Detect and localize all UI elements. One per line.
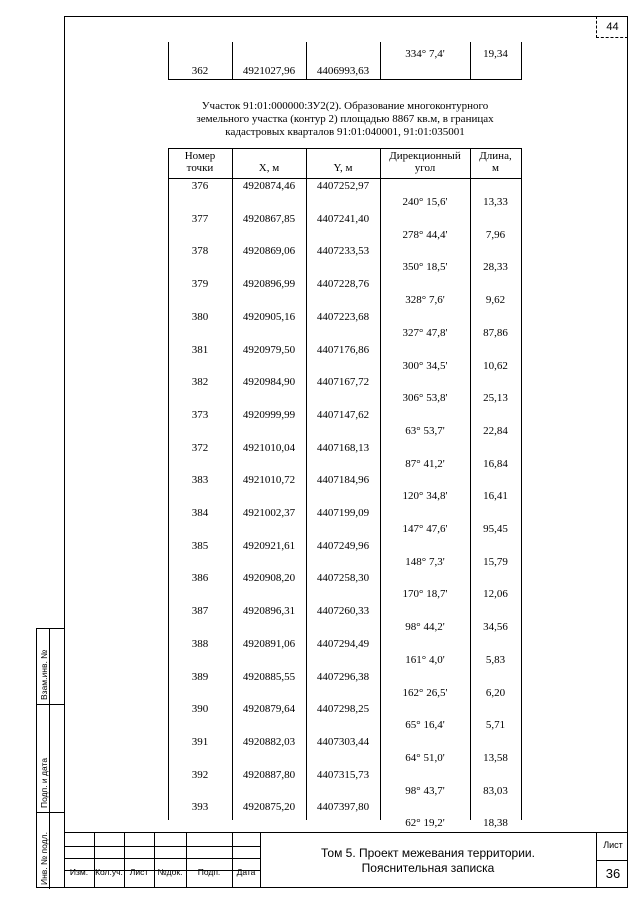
segment-length: 15,79 bbox=[483, 555, 508, 568]
point-x: 4920979,50 bbox=[242, 343, 296, 356]
segment-length: 9,62 bbox=[485, 294, 506, 307]
point-num: 392 bbox=[191, 768, 209, 781]
segment-length: 95,45 bbox=[483, 523, 508, 535]
point-num: 383 bbox=[191, 474, 209, 487]
stamp-label-kol: Кол.уч. bbox=[95, 867, 123, 877]
stamp-label-date: Дата bbox=[236, 867, 256, 877]
point-num: 382 bbox=[191, 376, 209, 389]
segment-length: 16,84 bbox=[483, 457, 508, 470]
point-y: 4407260,33 bbox=[316, 605, 370, 618]
stamp-label-podp: Подп. bbox=[197, 867, 221, 877]
point-num: 390 bbox=[191, 703, 209, 716]
stamp-label-ndok: №док. bbox=[157, 867, 183, 877]
title-line-3: кадастровых кварталов 91:01:040001, 91:01:035001 bbox=[225, 126, 465, 138]
point-x: 4920921,61 bbox=[242, 539, 296, 552]
top-point-y: 4406993,63 bbox=[316, 65, 370, 77]
point-y: 4407298,25 bbox=[316, 703, 370, 716]
segment-angle: 306° 53,8' bbox=[402, 392, 448, 405]
point-num: 393 bbox=[191, 801, 209, 814]
segment-length: 18,38 bbox=[483, 817, 508, 830]
side-cell-podp bbox=[37, 705, 64, 813]
point-y: 4407223,68 bbox=[316, 310, 370, 323]
segment-angle: 87° 41,2' bbox=[405, 457, 445, 470]
segment-length: 25,13 bbox=[483, 392, 508, 405]
point-y: 4407241,40 bbox=[316, 212, 370, 225]
side-label-vzam: Взам.инв. № bbox=[39, 649, 49, 700]
point-y: 4407294,49 bbox=[316, 637, 370, 650]
title-line-2: земельного участка (контур 2) площадью 8867 кв.м, в границах bbox=[196, 113, 494, 125]
segment-length: 22,84 bbox=[483, 424, 508, 437]
stamp-title bbox=[300, 846, 556, 876]
point-x: 4921002,37 bbox=[242, 507, 296, 519]
point-x: 4921010,72 bbox=[242, 474, 296, 487]
top-table bbox=[168, 42, 522, 80]
stamp-sheet-number: 36 bbox=[605, 866, 621, 881]
point-x: 4920896,99 bbox=[242, 278, 296, 291]
segment-angle: 350° 18,5' bbox=[402, 261, 448, 274]
point-x: 4921010,04 bbox=[242, 441, 296, 454]
point-x: 4920905,16 bbox=[242, 310, 296, 323]
segment-angle: 161° 4,0' bbox=[405, 653, 445, 666]
point-x: 4920984,90 bbox=[242, 376, 296, 389]
point-num: 384 bbox=[191, 507, 209, 519]
point-x: 4920908,20 bbox=[242, 572, 296, 585]
point-y: 4407315,73 bbox=[316, 768, 370, 781]
point-x: 4920874,46 bbox=[242, 180, 296, 192]
stamp-label-izm: Изм. bbox=[69, 867, 89, 877]
point-x: 4920887,80 bbox=[242, 768, 296, 781]
point-x: 4920896,31 bbox=[242, 605, 296, 618]
top-point-num: 362 bbox=[191, 65, 209, 77]
segment-length: 12,06 bbox=[483, 588, 508, 601]
point-y: 4407397,80 bbox=[316, 801, 370, 814]
segment-length: 10,62 bbox=[483, 359, 508, 372]
point-num: 372 bbox=[191, 441, 209, 454]
point-num: 388 bbox=[191, 637, 209, 650]
segment-angle: 170° 18,7' bbox=[402, 588, 448, 601]
point-y: 4407233,53 bbox=[316, 245, 370, 258]
point-y: 4407258,30 bbox=[316, 572, 370, 585]
point-y: 4407147,62 bbox=[316, 408, 370, 421]
segment-angle: 240° 15,6' bbox=[402, 196, 448, 208]
side-label-podp: Подп. и дата bbox=[39, 757, 49, 808]
segment-angle: 148° 7,3' bbox=[405, 555, 445, 568]
segment-length: 6,20 bbox=[485, 686, 506, 699]
title-line-1: Участок 91:01:000000:ЗУ2(2). Образование многоконтурного bbox=[201, 100, 489, 112]
point-num: 379 bbox=[191, 278, 209, 291]
header-length: Длина, м bbox=[479, 150, 512, 174]
segment-length: 5,71 bbox=[485, 719, 506, 732]
top-point-x: 4921027,96 bbox=[242, 65, 296, 77]
segment-length: 83,03 bbox=[483, 784, 508, 797]
stamp-sheet-label: Лист bbox=[603, 840, 623, 850]
point-x: 4920869,06 bbox=[242, 245, 296, 258]
segment-length: 5,83 bbox=[485, 653, 506, 666]
header-x: X, м bbox=[258, 162, 280, 174]
segment-angle: 98° 44,2' bbox=[405, 621, 445, 634]
side-cell-inv bbox=[37, 813, 64, 889]
side-label-inv: Инв. № подл. bbox=[39, 832, 49, 885]
segment-angle: 98° 43,7' bbox=[405, 784, 445, 797]
segment-length: 13,33 bbox=[483, 196, 508, 208]
point-y: 4407296,38 bbox=[316, 670, 370, 683]
stamp-title-line-1: Том 5. Проект межевания территории. bbox=[321, 846, 535, 860]
point-num: 373 bbox=[191, 408, 209, 421]
header-y: Y, м bbox=[333, 162, 353, 174]
page-corner-number: 44 bbox=[596, 16, 628, 38]
segment-angle: 65° 16,4' bbox=[405, 719, 445, 732]
side-strip bbox=[36, 628, 64, 888]
segment-length: 16,41 bbox=[483, 490, 508, 503]
point-x: 4920867,85 bbox=[242, 212, 296, 225]
point-num: 386 bbox=[191, 572, 209, 585]
segment-angle: 147° 47,6' bbox=[402, 523, 448, 535]
point-y: 4407176,86 bbox=[316, 343, 370, 356]
top-dir-length: 19,34 bbox=[483, 48, 508, 60]
header-direction: Дирекционный угол bbox=[389, 150, 461, 174]
stamp-label-list: Лист bbox=[129, 867, 149, 877]
point-num: 389 bbox=[191, 670, 209, 683]
stamp-title-line-2: Пояснительная записка bbox=[361, 861, 495, 875]
segment-length: 34,56 bbox=[483, 621, 508, 634]
point-x: 4920879,64 bbox=[242, 703, 296, 716]
point-y: 4407167,72 bbox=[316, 376, 370, 389]
segment-length: 87,86 bbox=[483, 326, 508, 339]
segment-angle: 300° 34,5' bbox=[402, 359, 448, 372]
point-y: 4407168,13 bbox=[316, 441, 370, 454]
point-y: 4407199,09 bbox=[316, 507, 370, 519]
point-y: 4407249,96 bbox=[316, 539, 370, 552]
point-num: 391 bbox=[191, 735, 209, 748]
top-dir-angle: 334° 7,4' bbox=[405, 48, 445, 60]
point-num: 378 bbox=[191, 245, 209, 258]
point-x: 4920885,55 bbox=[242, 670, 296, 683]
segment-length: 7,96 bbox=[485, 228, 506, 241]
point-y: 4407228,76 bbox=[316, 278, 370, 291]
point-x: 4920999,99 bbox=[242, 408, 296, 421]
point-y: 4407303,44 bbox=[316, 735, 370, 748]
point-num: 380 bbox=[191, 310, 209, 323]
segment-angle: 327° 47,8' bbox=[402, 326, 448, 339]
point-num: 377 bbox=[191, 212, 209, 225]
header-point-number: Номер точки bbox=[184, 150, 216, 174]
point-num: 385 bbox=[191, 539, 209, 552]
segment-angle: 328° 7,6' bbox=[405, 294, 445, 307]
point-x: 4920891,06 bbox=[242, 637, 296, 650]
segment-angle: 64° 51,0' bbox=[405, 751, 445, 764]
point-y: 4407184,96 bbox=[316, 474, 370, 487]
coordinates-table bbox=[168, 148, 522, 830]
point-num: 387 bbox=[191, 605, 209, 618]
point-x: 4920875,20 bbox=[242, 801, 296, 814]
point-num: 381 bbox=[191, 343, 209, 356]
segment-angle: 63° 53,7' bbox=[405, 424, 445, 437]
segment-angle: 278° 44,4' bbox=[402, 228, 448, 241]
segment-length: 28,33 bbox=[483, 261, 508, 274]
point-x: 4920882,03 bbox=[242, 735, 296, 748]
segment-angle: 120° 34,8' bbox=[402, 490, 448, 503]
segment-angle: 162° 26,5' bbox=[402, 686, 448, 699]
point-num: 376 bbox=[191, 180, 209, 192]
segment-length: 13,58 bbox=[483, 751, 508, 764]
segment-angle: 62° 19,2' bbox=[405, 817, 445, 830]
point-y: 4407252,97 bbox=[316, 180, 370, 192]
section-title bbox=[150, 100, 540, 139]
side-cell-vzam bbox=[37, 629, 64, 705]
